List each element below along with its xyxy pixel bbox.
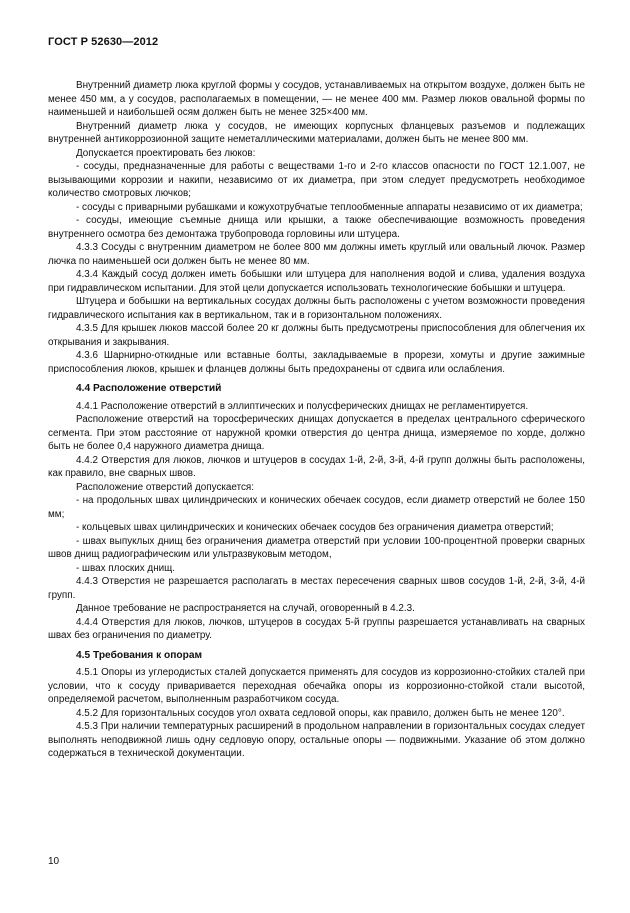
paragraph: 4.3.4 Каждый сосуд должен иметь бобышки или штуцера для наполнения водой и слива, удаления воздуха при гидравлическом испытании. Для этой цели допускается использовать технологические бобышки и штуцера. xyxy=(48,269,585,294)
paragraph: 4.5.3 При наличии температурных расширений в продольном направлении в горизонтальных сосудах следует выполнять неподвижной лишь одну седловую опору, остальные опоры — подвижными. Указание об этом должно содержаться в технической документации. xyxy=(48,721,585,759)
paragraph: 4.4.1 Расположение отверстий в эллиптических и полусферических днищах не регламентируется. xyxy=(76,400,529,412)
paragraph: 4.3.3 Сосуды с внутренним диаметром не более 800 мм должны иметь круглый или овальный лючок. Размер лючка по наименьшей оси должен быть не менее 80 мм. xyxy=(48,242,585,267)
paragraph: Расположение отверстий на торосферических днищах допускается в пределах центрального сферического сегмента. При этом расстояние от наружной кромки отверстия до центра днища, измеряемое по хорде, должно быть не более 0,4 наружного диаметра днища. xyxy=(48,414,585,452)
paragraph: Расположение отверстий допускается: xyxy=(76,481,255,493)
page-number: 10 xyxy=(48,856,60,867)
paragraph: Внутренний диаметр люка круглой формы у сосудов, устанавливаемых на открытом воздухе, должен быть не менее 450 мм, а у сосудов, располагаемых в помещении, — не менее 400 мм. Размер люков овальной формы по наименьшей и наибольшей осям должен быть не менее 325×400 мм. xyxy=(48,80,585,118)
paragraph: - на продольных швах цилиндрических и конических обечаек сосудов, если диаметр отверстий не более 150 мм; xyxy=(48,495,585,520)
paragraph: - сосуды, предназначенные для работы с веществами 1-го и 2-го классов опасности по ГОСТ 12.1.007, не вызывающими коррозии и накипи, независимо от их диаметра, при этом следует предусмотреть необходимое количество смотровых лючков; xyxy=(48,161,585,199)
paragraph: - сосуды, имеющие съемные днища или крышки, а также обеспечивающие возможность проведения внутреннего осмотра без демонтажа трубопровода горловины или штуцера. xyxy=(48,215,585,240)
paragraph: Допускается проектировать без люков: xyxy=(76,147,256,159)
document-body xyxy=(48,79,585,761)
paragraph: - швах плоских днищ. xyxy=(76,562,176,574)
section-heading-4-5: 4.5 Требования к опорам xyxy=(76,649,203,661)
paragraph: 4.4.2 Отверстия для люков, лючков и штуцеров в сосудах 1-й, 2-й, 3-й, 4-й групп должны быть расположены, как правило, вне сварных швов. xyxy=(48,454,585,479)
paragraph: 4.4.3 Отверстия не разрешается располагать в местах пересечения сварных швов сосудов 1-й, 2-й, 3-й, 4-й групп. xyxy=(48,576,585,601)
standard-header: ГОСТ Р 52630—2012 xyxy=(48,36,159,48)
paragraph: 4.3.5 Для крышек люков массой более 20 кг должны быть предусмотрены приспособления для облегчения их открывания и закрывания. xyxy=(48,323,585,348)
paragraph: 4.3.6 Шарнирно-откидные или вставные болты, закладываемые в прорези, хомуты и другие зажимные приспособления люков, крышек и фланцев должны быть предохранены от сдвига или ослабления. xyxy=(48,350,585,375)
paragraph: Данное требование не распространяется на случай, оговоренный в 4.2.3. xyxy=(76,603,415,614)
paragraph: Штуцера и бобышки на вертикальных сосудах должны быть расположены с учетом возможности проведения гидравлического испытания как в вертикальном, так и в горизонтальном положениях. xyxy=(48,296,585,321)
paragraph: - сосуды с приварными рубашками и кожухотрубчатые теплообменные аппараты независимо от их диаметра; xyxy=(76,201,583,213)
paragraph: Внутренний диаметр люка у сосудов, не имеющих корпусных фланцевых разъемов и подлежащих внутренней антикоррозионной защите неметаллическими материалами, должен быть не менее 800 мм. xyxy=(48,120,585,145)
paragraph: 4.5.2 Для горизонтальных сосудов угол охвата седловой опоры, как правило, должен быть не менее 120°. xyxy=(76,707,565,719)
paragraph: - кольцевых швах цилиндрических и конических обечаек сосудов без ограничения диаметра отверстий; xyxy=(76,522,554,533)
paragraph: 4.4.4 Отверстия для люков, лючков, штуцеров в сосудах 5-й группы разрешается устанавливать на сварных швах без ограничения по диаметру. xyxy=(48,616,585,641)
paragraph: - швах выпуклых днищ без ограничения диаметра отверстий при условии 100-процентной проверки сварных швов днищ радиографическим или ультразвуковым методом, xyxy=(48,535,585,560)
section-heading-4-4: 4.4 Расположение отверстий xyxy=(76,383,222,394)
paragraph: 4.5.1 Опоры из углеродистых сталей допускается применять для сосудов из коррозионно-стойких сталей при условии, что к сосуду приваривается переходная обечайка опоры из коррозионно-стойкой стали высотой, определяемой расчетом, выполненным разработчиком сосуда. xyxy=(48,667,585,705)
